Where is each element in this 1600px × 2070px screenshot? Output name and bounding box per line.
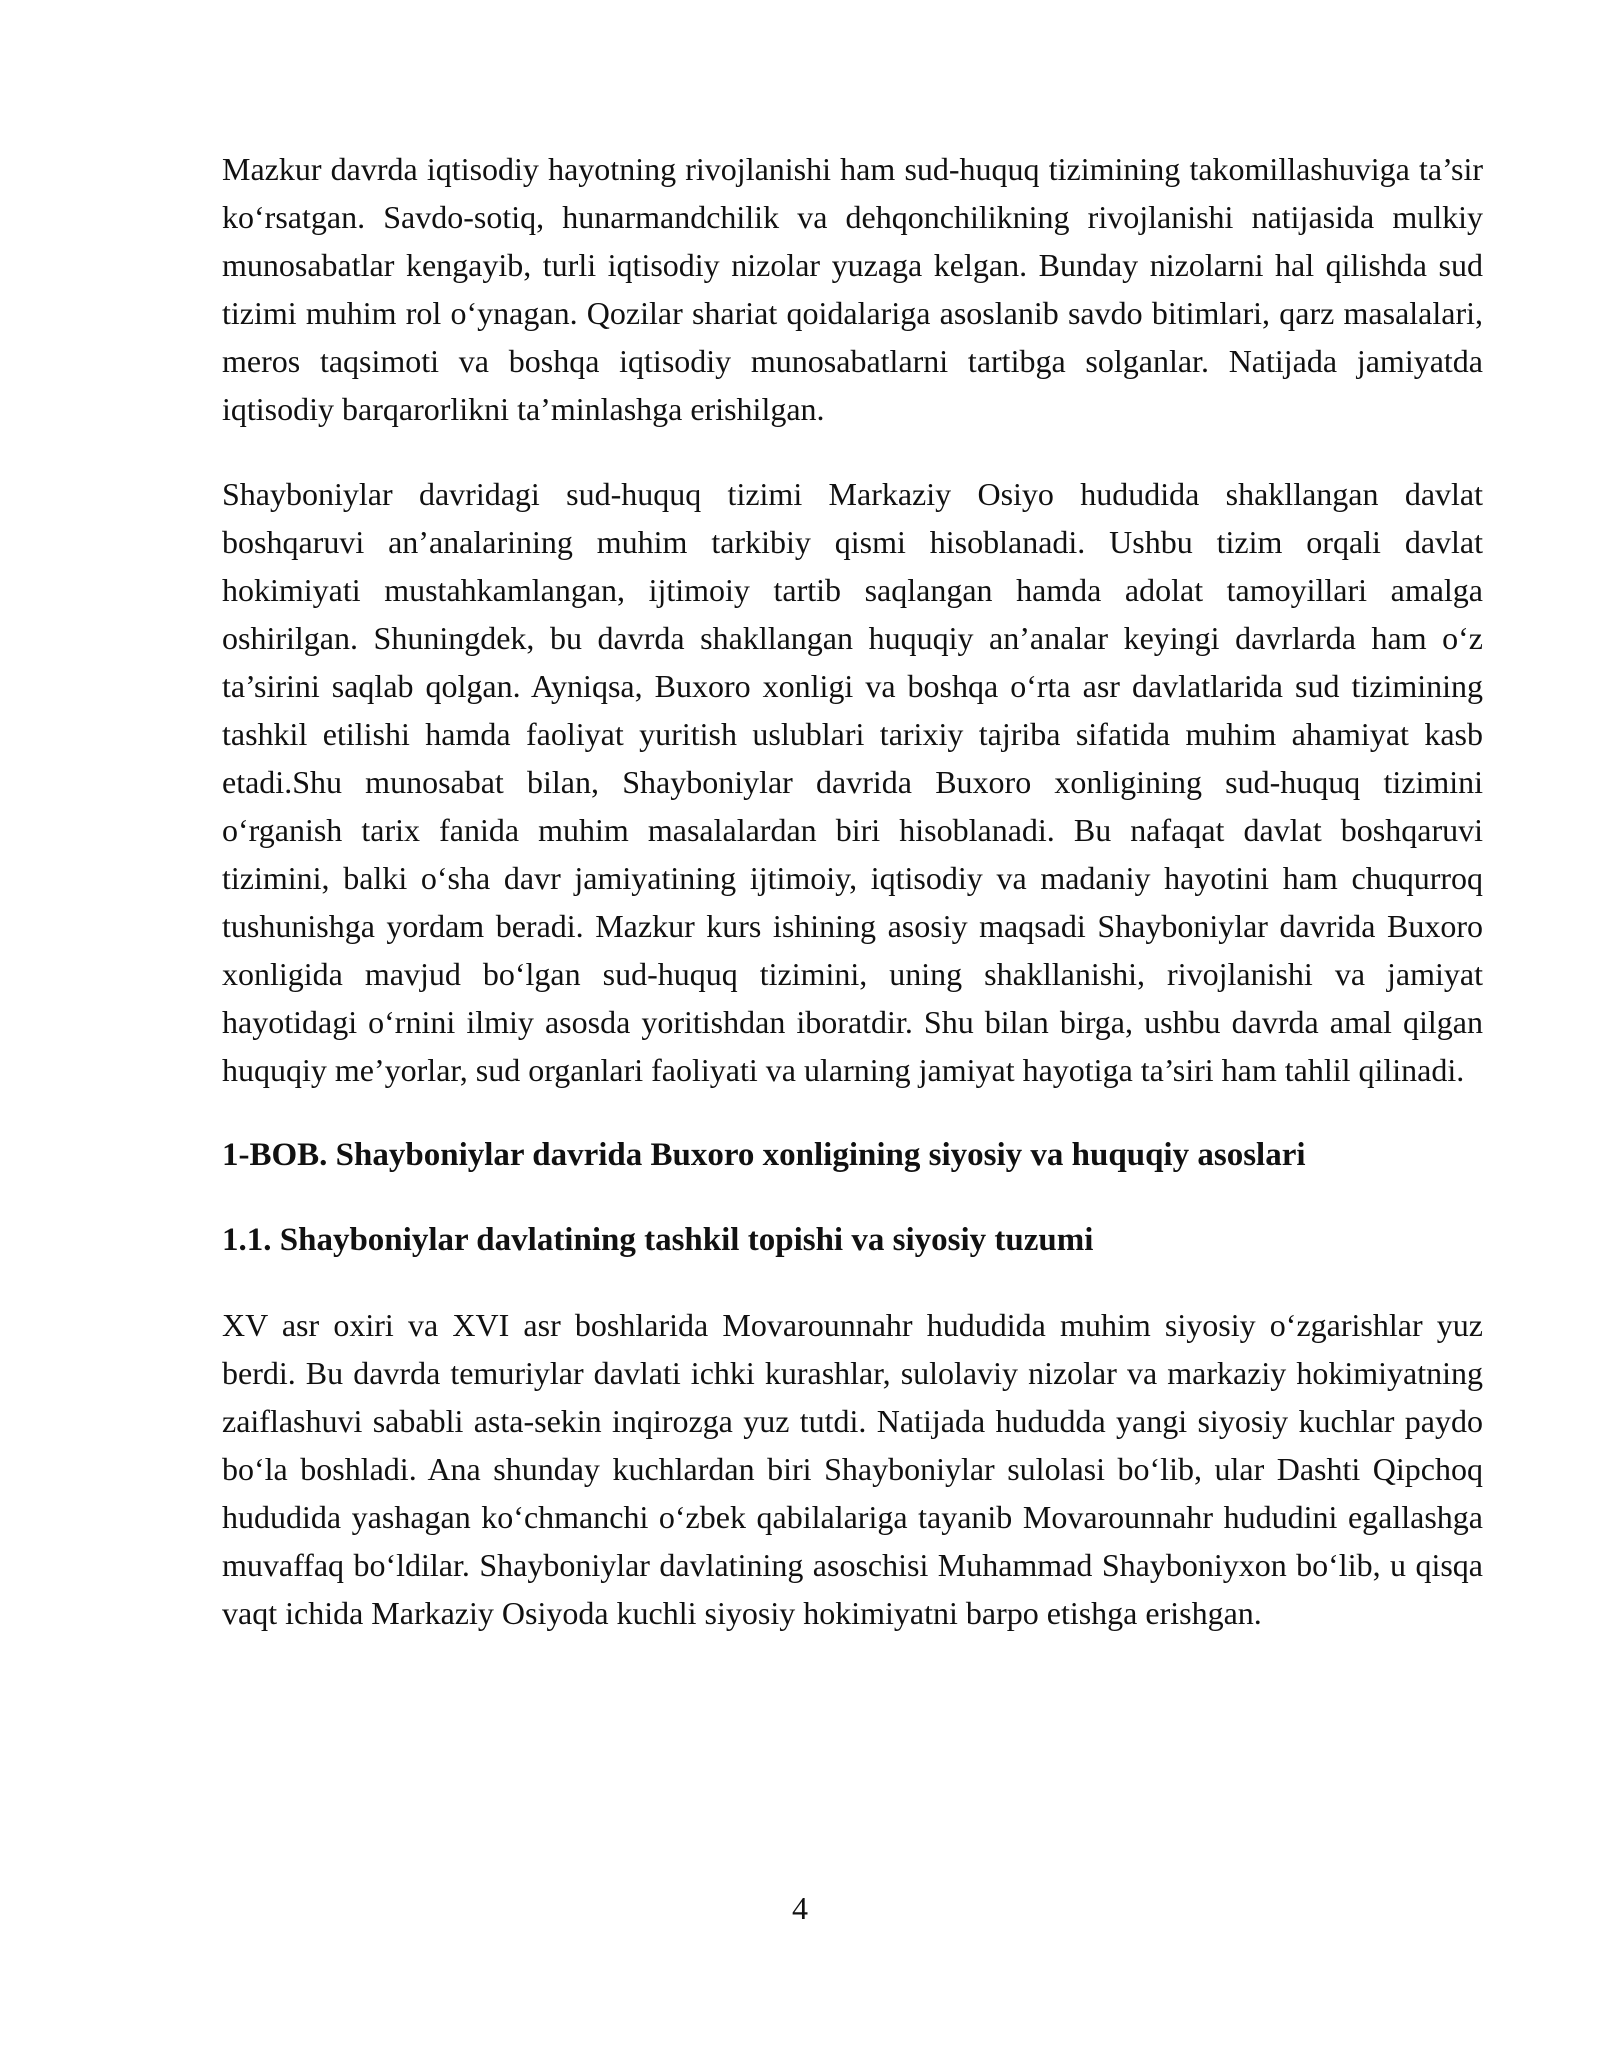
chapter-heading: 1-BOB. Shayboniylar davrida Buxoro xonligining siyosiy va huquqiy asoslari (222, 1137, 1306, 1173)
paragraph-legal-system: Shayboniylar davridagi sud-huquq tizimi Markaziy Osiyo hududida shakllangan davlat boshqaruvi an’analarining muhim tarkibiy qismi hisoblanadi. Ushbu tizim orqali davlat hokimiyati mustahkamlangan, ijtimoiy tartib saqlangan hamda adolat tamoyillari amalga oshirilgan. Shuningdek, bu davrda shakllangan huquqiy an’analar keyingi davrlarda ham o‘z ta’sirini saqlab qolgan. Ayniqsa, Buxoro xonligi va boshqa o‘rta asr davlatlarida sud tizimining tashkil etilishi hamda faoliyat yuritish uslublari tarixiy tajriba sifatida muhim ahamiyat kasb etadi.Shu munosabat bilan, Shayboniylar davrida Buxoro xonligining sud-huquq tizimini o‘rganish tarix fanida muhim masalalardan biri hisoblanadi. Bu nafaqat davlat boshqaruvi tizimini, balki o‘sha davr jamiyatining ijtimoiy, iqtisodiy va madaniy hayotini ham chuqurroq tushunishga yordam beradi. Mazkur kurs ishining asosiy maqsadi Shayboniylar davrida Buxoro xonligida mavjud bo‘lgan sud-huquq tizimini, uning shakllanishi, rivojlanishi va jamiyat hayotidagi o‘rnini ilmiy asosda yoritishdan iboratdir. Shu bilan birga, ushbu davrda amal qilgan huquqiy me’yorlar, sud organlari faoliyati va ularning jamiyat hayotiga ta’siri ham tahlil qilinadi. (222, 476, 1483, 1088)
paragraph-economic-life: Mazkur davrda iqtisodiy hayotning rivojlanishi ham sud-huquq tizimining takomillashuviga ta’sir ko‘rsatgan. Savdo-sotiq, hunarmandchilik va dehqonchilikning rivojlanishi natijasida mulkiy munosabatlar kengayib, turli iqtisodiy nizolar yuzaga kelgan. Bunday nizolarni hal qilishda sud tizimi muhim rol o‘ynagan. Qozilar shariat qoidalariga asoslanib savdo bitimlari, qarz masalalari, meros taqsimoti va boshqa iqtisodiy munosabatlarni tartibga solganlar. Natijada jamiyatda iqtisodiy barqarorlikni ta’minlashga erishilgan. (222, 151, 1483, 427)
section-heading: 1.1. Shayboniylar davlatining tashkil topishi va siyosiy tuzumi (222, 1222, 1094, 1258)
paragraph-shaybanid-rise: XV asr oxiri va XVI asr boshlarida Movarounnahr hududida muhim siyosiy o‘zgarishlar yuz berdi. Bu davrda temuriylar davlati ichki kurashlar, sulolaviy nizolar va markaziy hokimiyatning zaiflashuvi sababli asta-sekin inqirozga yuz tutdi. Natijada hududda yangi siyosiy kuchlar paydo bo‘la boshladi. Ana shunday kuchlardan biri Shayboniylar sulolasi bo‘lib, ular Dashti Qipchoq hududida yashagan ko‘chmanchi o‘zbek qabilalariga tayanib Movarounnahr hududini egallashga muvaffaq bo‘ldilar. Shayboniylar davlatining asoschisi Muhammad Shayboniyxon bo‘lib, u qisqa vaqt ichida Markaziy Osiyoda kuchli siyosiy hokimiyatni barpo etishga erishgan. (222, 1307, 1483, 1631)
document-page (222, 145, 1483, 1674)
page-number: 4 (792, 1890, 808, 1926)
